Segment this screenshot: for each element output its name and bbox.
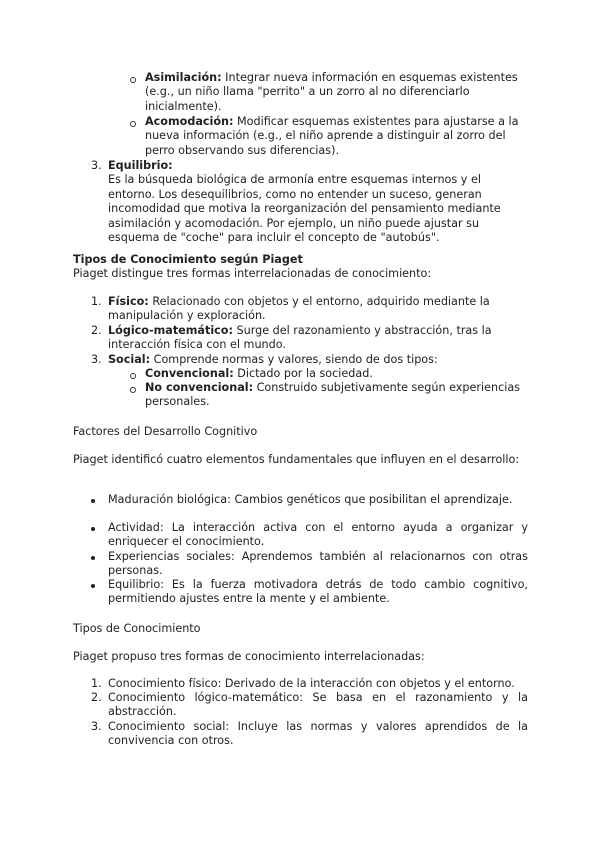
section-tipos-segun-piaget: [73, 253, 533, 282]
list-item-conocimiento-social: [108, 720, 528, 749]
bullet-item-maduracion: [108, 493, 528, 507]
circle-bullet: [130, 121, 136, 127]
list-number: 2.: [91, 324, 102, 337]
term: No convencional:: [145, 381, 254, 394]
item-text: Conocimiento lógico-matemático: Se basa en el razonamiento y la abstracción.: [108, 691, 528, 719]
bullet-dot: [91, 556, 95, 560]
description: Integrar nueva información en esquemas existentes (e.g., un niño llama "perrito" a un zorro al no diferenciarlo inicialmente).: [145, 71, 518, 113]
description: Es la búsqueda biológica de armonía entre esquemas internos y el entorno. Los desequilibrios, como no entender un suceso, generan incomodidad que motiva la reorganización del pensamiento mediante asimilación y acomodación. Por ejemplo, un niño puede ajustar su esquema de "coche" para incluir el concepto de "autobús".: [108, 173, 501, 245]
list-number: 2.: [91, 691, 102, 704]
circle-bullet: [130, 387, 136, 393]
term: Acomodación:: [145, 115, 234, 128]
term: Asimilación:: [145, 71, 222, 84]
list-number: 3.: [91, 159, 102, 172]
item-text: Conocimiento físico: Derivado de la interacción con objetos y el entorno.: [108, 677, 515, 690]
bullet-text: Actividad: La interacción activa con el entorno ayuda a organizar y enriquecer el conocimiento.: [108, 521, 528, 549]
description: Modificar esquemas existentes para ajustarse a la nueva información (e.g., el niño aprende a distinguir al zorro del perro observando sus diferencias).: [145, 115, 519, 157]
list-number: 3.: [91, 720, 102, 733]
term: Social:: [108, 353, 151, 366]
list-number: 3.: [91, 353, 102, 366]
section-tipos-conocimiento: [73, 622, 528, 636]
bullet-text: Equilibrio: Es la fuerza motivadora detrás de todo cambio cognitivo, permitiendo ajustes entre la mente y el ambiente.: [108, 578, 528, 606]
term: Lógico-matemático:: [108, 324, 233, 337]
item-text: Conocimiento social: Incluye las normas y valores aprendidos de la convivencia con otros.: [108, 720, 528, 748]
bullet-item-experiencias: [108, 550, 528, 579]
list-item-equilibrio: [108, 159, 513, 245]
list-item-social: [108, 353, 528, 367]
section-intro: Piaget propuso tres formas de conocimiento interrelacionadas:: [73, 650, 425, 663]
circle-bullet: [130, 77, 136, 83]
term: Convencional:: [145, 367, 234, 380]
section-intro: Piaget distingue tres formas interrelacionadas de conocimiento:: [73, 267, 432, 281]
list-item-acomodacion: [145, 115, 525, 158]
section-heading: Factores del Desarrollo Cognitivo: [73, 425, 258, 438]
section-intro: Piaget identificó cuatro elementos fundamentales que influyen en el desarrollo:: [73, 453, 520, 466]
description: Dictado por la sociedad.: [233, 367, 373, 380]
list-item-conocimiento-logico: [108, 691, 528, 720]
section-factores: [73, 425, 528, 439]
description: Construido subjetivamente según experiencias personales.: [145, 381, 521, 409]
section-intro-block: [73, 453, 528, 467]
list-item-asimilacion: [145, 71, 525, 114]
list-item-logico-matematico: [108, 324, 508, 353]
list-number: 1.: [91, 677, 102, 690]
bullet-dot: [91, 499, 95, 503]
term: Equilibrio:: [108, 159, 173, 172]
description: Comprende normas y valores, siendo de dos tipos:: [150, 353, 438, 366]
section-heading: Tipos de Conocimiento según Piaget: [73, 253, 303, 266]
description: Surge del razonamiento y abstracción, tras la interacción física con el mundo.: [108, 324, 492, 352]
list-number: 1.: [91, 295, 102, 308]
bullet-item-actividad: [108, 521, 528, 550]
bullet-dot: [91, 584, 95, 588]
description: Relacionado con objetos y el entorno, adquirido mediante la manipulación y exploración.: [108, 295, 490, 323]
list-item-conocimiento-fisico: [108, 677, 528, 691]
bullet-text: Maduración biológica: Cambios genéticos que posibilitan el aprendizaje.: [108, 493, 513, 506]
circle-bullet: [130, 373, 136, 379]
bullet-text: Experiencias sociales: Aprendemos también al relacionarnos con otras personas.: [108, 550, 528, 578]
term: Físico:: [108, 295, 149, 308]
list-item-convencional: [145, 367, 525, 381]
bullet-dot: [91, 527, 95, 531]
list-item-no-convencional: [145, 381, 525, 410]
list-item-fisico: [108, 295, 523, 324]
bullet-item-equilibrio: [108, 578, 528, 607]
section-intro-block: [73, 650, 528, 664]
section-heading: Tipos de Conocimiento: [73, 622, 201, 635]
